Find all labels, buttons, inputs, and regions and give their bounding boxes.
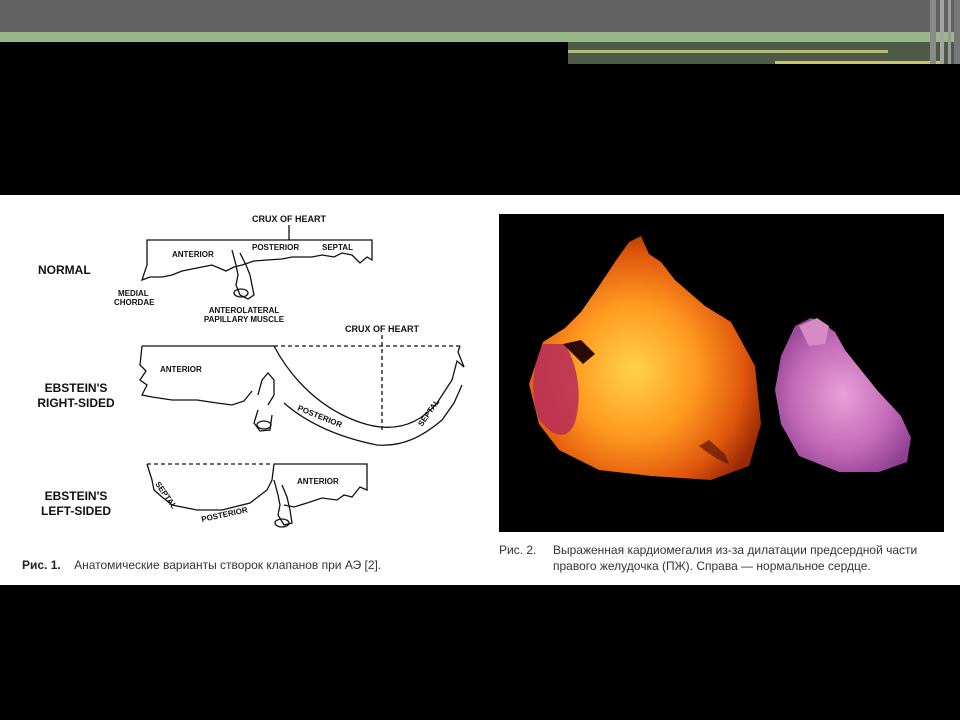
septal-label-1: SEPTAL [322,243,353,252]
normal-label: NORMAL [38,263,91,277]
title-stripes [0,0,960,64]
posterior-label-3: POSTERIOR [200,505,249,524]
chordae-label: CHORDAE [114,298,155,307]
valve-diagram [22,205,482,545]
figure1-caption-number: Рис. 1. [22,558,61,572]
papillary-muscle-label: PAPILLARY MUSCLE [203,315,285,324]
ebstein-right-label-1: EBSTEIN'S [44,381,108,395]
figure2-caption-number: Рис. 2. [499,543,537,557]
ebstein-left-label-1: EBSTEIN'S [44,489,108,503]
crux-label-top: CRUX OF HEART [252,214,326,224]
ebstein-left-label-2: LEFT-SIDED [40,504,112,518]
anterior-label-2: ANTERIOR [160,365,202,374]
figure1-caption [22,557,381,573]
ebstein-right-label-2: RIGHT-SIDED [37,396,115,410]
septal-label-2: SEPTAL [416,397,442,429]
heart-illustration [499,214,944,532]
anterior-label-1: ANTERIOR [172,250,214,259]
heart-photo [499,214,944,532]
figure2-caption [553,542,917,574]
posterior-label-2: POSTERIOR [296,403,344,430]
anterior-label-3: ANTERIOR [297,477,339,486]
figure1-caption-text: Анатомические варианты створок клапанов при АЭ [2]. [74,558,382,572]
posterior-label-1: POSTERIOR [252,243,300,252]
medial-label: MEDIAL [118,289,149,298]
figure2-caption-line2: правого желудочка (ПЖ). Справа — нормальное сердце. [553,559,871,573]
figure2-caption-line1: Выраженная кардиомегалия из-за дилатации предсердной части [553,543,918,557]
septal-label-3: SEPTAL [153,479,179,511]
crux-label-mid: CRUX OF HEART [345,324,419,334]
top-decorative-bar [0,0,960,64]
anterolateral-label: ANTEROLATERAL [208,306,280,315]
